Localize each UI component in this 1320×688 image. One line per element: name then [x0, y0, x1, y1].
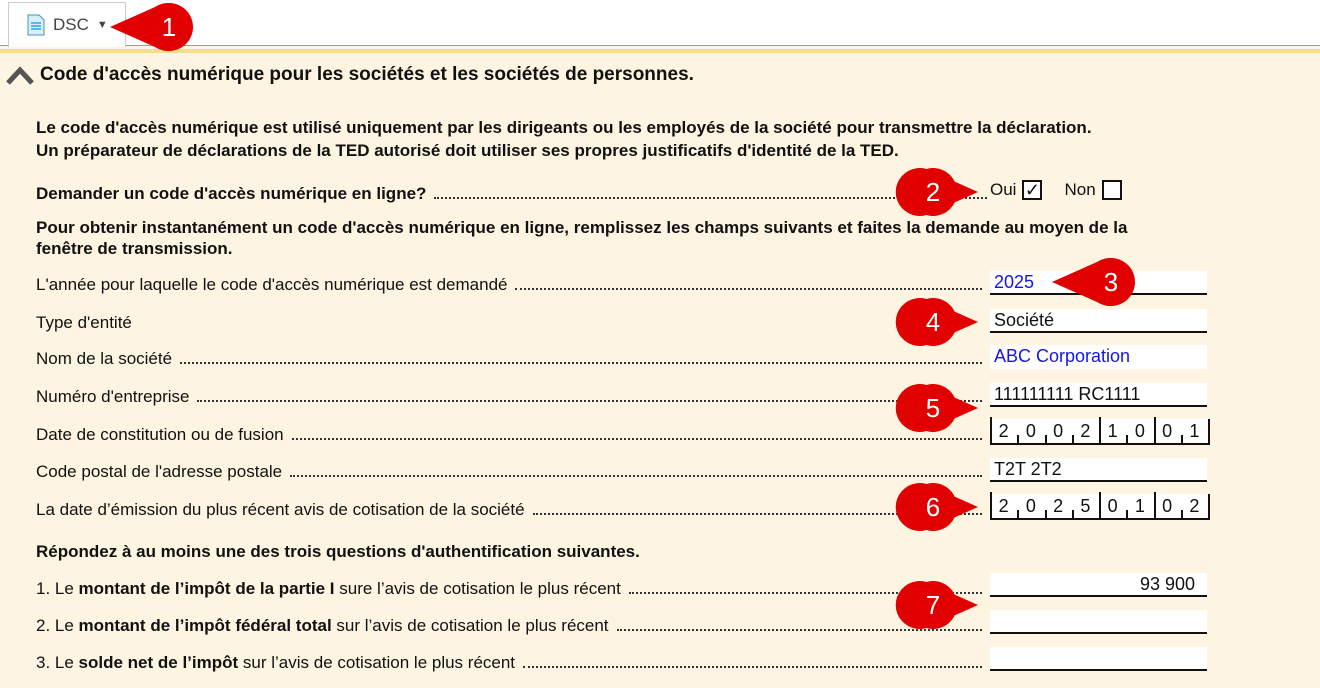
- field-row-postal-code: [36, 460, 986, 482]
- instructions-line-2: fenêtre de transmission.: [36, 239, 233, 258]
- tab-label: DSC: [53, 15, 89, 34]
- date-digit: 0: [1126, 419, 1153, 443]
- field-row-year: [36, 273, 986, 295]
- marker-number: 6: [925, 492, 941, 522]
- field-label: La date d’émission du plus récent avis de cotisation de la société: [36, 500, 525, 519]
- date-digit: 2: [1045, 494, 1072, 518]
- date-digit: 2: [1072, 419, 1099, 443]
- auth-heading: Répondez à au moins une des trois questions d'authentification suivantes.: [36, 542, 640, 561]
- postal-code-input[interactable]: T2T 2T2: [990, 458, 1207, 482]
- field-row-entity-type: [36, 311, 986, 333]
- date-digit: 1: [1126, 494, 1153, 518]
- field-label: Nom de la société: [36, 349, 173, 368]
- auth-question-2: [36, 614, 986, 636]
- request-question: [36, 182, 991, 204]
- company-name-input[interactable]: ABC Corporation: [990, 345, 1207, 369]
- date-digit: 2: [990, 494, 1017, 518]
- date-digit: 2: [990, 419, 1017, 443]
- field-label: L'année pour laquelle le code d'accès numérique est demandé: [36, 275, 508, 294]
- q-bold: solde net de l’impôt: [78, 653, 239, 672]
- chevron-up-icon[interactable]: [6, 65, 34, 85]
- yes-no-group: [990, 180, 1122, 200]
- section-header[interactable]: [6, 64, 694, 86]
- no-label: Non: [1064, 180, 1096, 199]
- date-digit: 0: [1154, 419, 1181, 443]
- callout-marker-6: [888, 481, 978, 533]
- no-checkbox[interactable]: [1102, 180, 1122, 200]
- intro-line-1: Le code d'accès numérique est utilisé uniquement par les dirigeants ou les employés de la société pour transmettre la déclaration.: [36, 118, 1092, 137]
- assessment-date-input[interactable]: [990, 494, 1210, 520]
- callout-marker-3: [1052, 256, 1142, 308]
- tab-dsc[interactable]: [8, 2, 126, 47]
- entity-type-input[interactable]: Société: [990, 309, 1207, 333]
- field-label: Date de constitution ou de fusion: [36, 425, 284, 444]
- marker-number: 5: [925, 393, 941, 423]
- callout-marker-7: [888, 579, 978, 631]
- q-pre: 1. Le: [36, 579, 79, 598]
- section-title: Code d'accès numérique pour les sociétés et les sociétés de personnes.: [40, 64, 694, 85]
- marker-number: 7: [925, 590, 941, 620]
- date-digit: 1: [1099, 419, 1126, 443]
- field-label: Numéro d'entreprise: [36, 387, 190, 406]
- marker-number: 2: [925, 177, 941, 207]
- net-balance-input[interactable]: [990, 647, 1207, 671]
- auth-question-3: [36, 651, 986, 673]
- callout-marker-4: [888, 296, 978, 348]
- intro-line-2: Un préparateur de déclarations de la TED autorisé doit utiliser ses propres justificatifs d'identité de la TED.: [36, 141, 899, 160]
- date-digit: 0: [1017, 419, 1044, 443]
- marker-number: 1: [161, 12, 177, 42]
- part1-tax-input[interactable]: 93 900: [990, 573, 1207, 597]
- date-digit: 0: [1017, 494, 1044, 518]
- document-icon: [27, 14, 45, 36]
- q-post: sur l’avis de cotisation le plus récent: [331, 616, 609, 635]
- instructions-line-1: Pour obtenir instantanément un code d'accès numérique en ligne, remplissez les champs suivants et faites la demande au moyen de la: [36, 218, 1128, 237]
- field-label: Code postal de l'adresse postale: [36, 462, 283, 481]
- q-pre: 2. Le: [36, 616, 79, 635]
- date-digit: 2: [1181, 494, 1208, 518]
- field-row-assessment-date: [36, 498, 986, 520]
- q-pre: 3. Le: [36, 653, 79, 672]
- q-post: sur l’avis de cotisation le plus récent: [238, 653, 516, 672]
- yes-checkbox[interactable]: ✓: [1022, 180, 1042, 200]
- incorporation-date-input[interactable]: [990, 419, 1210, 445]
- federal-tax-input[interactable]: [990, 610, 1207, 634]
- field-row-company-name: [36, 347, 986, 369]
- marker-number: 3: [1103, 267, 1119, 297]
- question-label: Demander un code d'accès numérique en ligne?: [36, 184, 427, 203]
- auth-question-1: [36, 577, 986, 599]
- date-digit: 5: [1072, 494, 1099, 518]
- chevron-down-icon[interactable]: ▼: [96, 19, 108, 31]
- field-row-incorporation-date: [36, 423, 986, 445]
- date-digit: 0: [1154, 494, 1181, 518]
- business-number-input[interactable]: 111111111 RC1111: [990, 383, 1207, 407]
- date-digit: 1: [1181, 419, 1208, 443]
- date-digit: 0: [1099, 494, 1126, 518]
- field-row-business-number: [36, 385, 986, 407]
- year-input[interactable]: 2025: [990, 271, 1207, 295]
- q-post: sure l’avis de cotisation le plus récent: [334, 579, 621, 598]
- yes-label: Oui: [990, 180, 1017, 199]
- field-label: Type d'entité: [36, 313, 132, 332]
- marker-number: 4: [925, 307, 941, 337]
- callout-marker-1: [110, 1, 200, 53]
- date-digit: 0: [1045, 419, 1072, 443]
- q-bold: montant de l’impôt de la partie I: [78, 579, 335, 598]
- callout-marker-5: [888, 382, 978, 434]
- callout-marker-2: [888, 166, 978, 218]
- q-bold: montant de l’impôt fédéral total: [78, 616, 332, 635]
